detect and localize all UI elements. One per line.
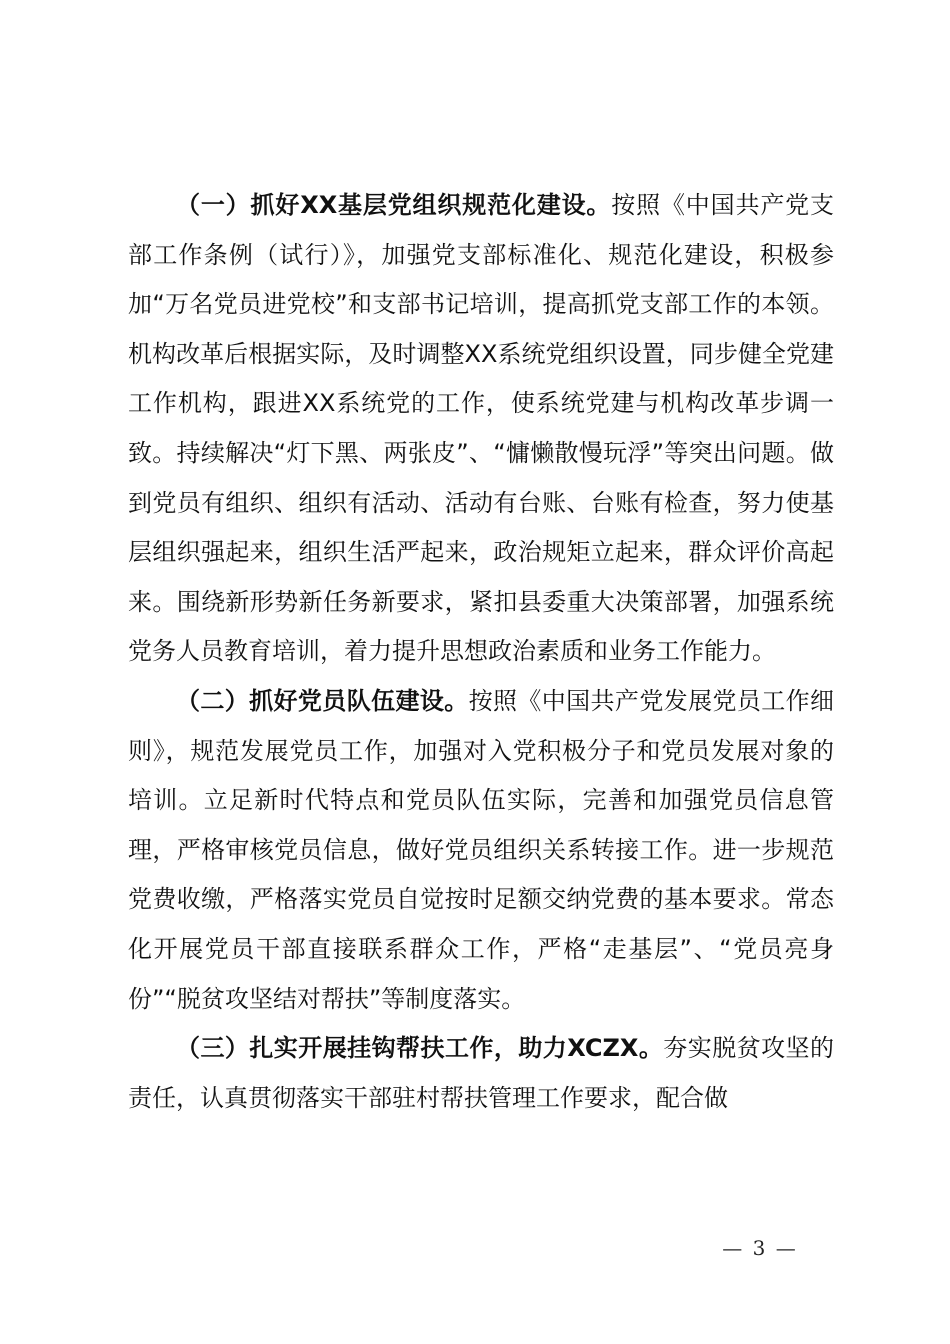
paragraph-3-heading: （三）扎实开展挂钩帮扶工作，助力XCZX。 — [176, 1034, 664, 1063]
paragraph-3-text: 夯实脱贫攻坚的责任，认真贯彻落实干部驻村帮扶管理工作要求，配合做 — [128, 1034, 835, 1112]
paragraph-2-text: 按照《中国共产党发展党员工作细则》，规范发展党员工作，加强对入党积极分子和党员发展对象的培训。立足新时代特点和党员队伍实际，完善和加强党员信息管理，严格审核党员信息，做好党员组织关系转接工作。进一步规范党费收缴，严格落实党员自觉按时足额交纳党费的基本要求。常态化开展党员干部直接联系群众工作，严格“走基层”、“党员亮身份”“脱贫攻坚结对帮扶”等制度落实。 — [128, 686, 835, 1013]
paragraph-1-text: 按照《中国共产党支部工作条例（试行）》，加强党支部标准化、规范化建设，积极参加“万名党员进党校”和支部书记培训，提高抓党支部工作的本领。机构改革后根据实际，及时调整XX系统党组织设置，同步健全党建工作机构，跟进XX系统党的工作，使系统党建与机构改革步调一致。持续解决“灯下黑、两张皮”、“慵懒散慢玩浮”等突出问题。做到党员有组织、组织有活动、活动有台账、台账有检查，努力使基层组织强起来，组织生活严起来，政治规矩立起来，群众评价高起来。围绕新形势新任务新要求，紧扣县委重大决策部署，加强系统党务人员教育培训，着力提升思想政治素质和业务工作能力。 — [128, 191, 834, 666]
document-body — [128, 181, 834, 1123]
page-number: — 3 — — [722, 1236, 798, 1260]
paragraph-2 — [128, 677, 834, 1024]
paragraph-3 — [128, 1024, 834, 1123]
paragraph-1 — [128, 181, 834, 677]
paragraph-2-heading: （二）抓好党员队伍建设。 — [176, 686, 469, 715]
paragraph-1-heading: （一）抓好XX基层党组织规范化建设。 — [176, 191, 612, 219]
